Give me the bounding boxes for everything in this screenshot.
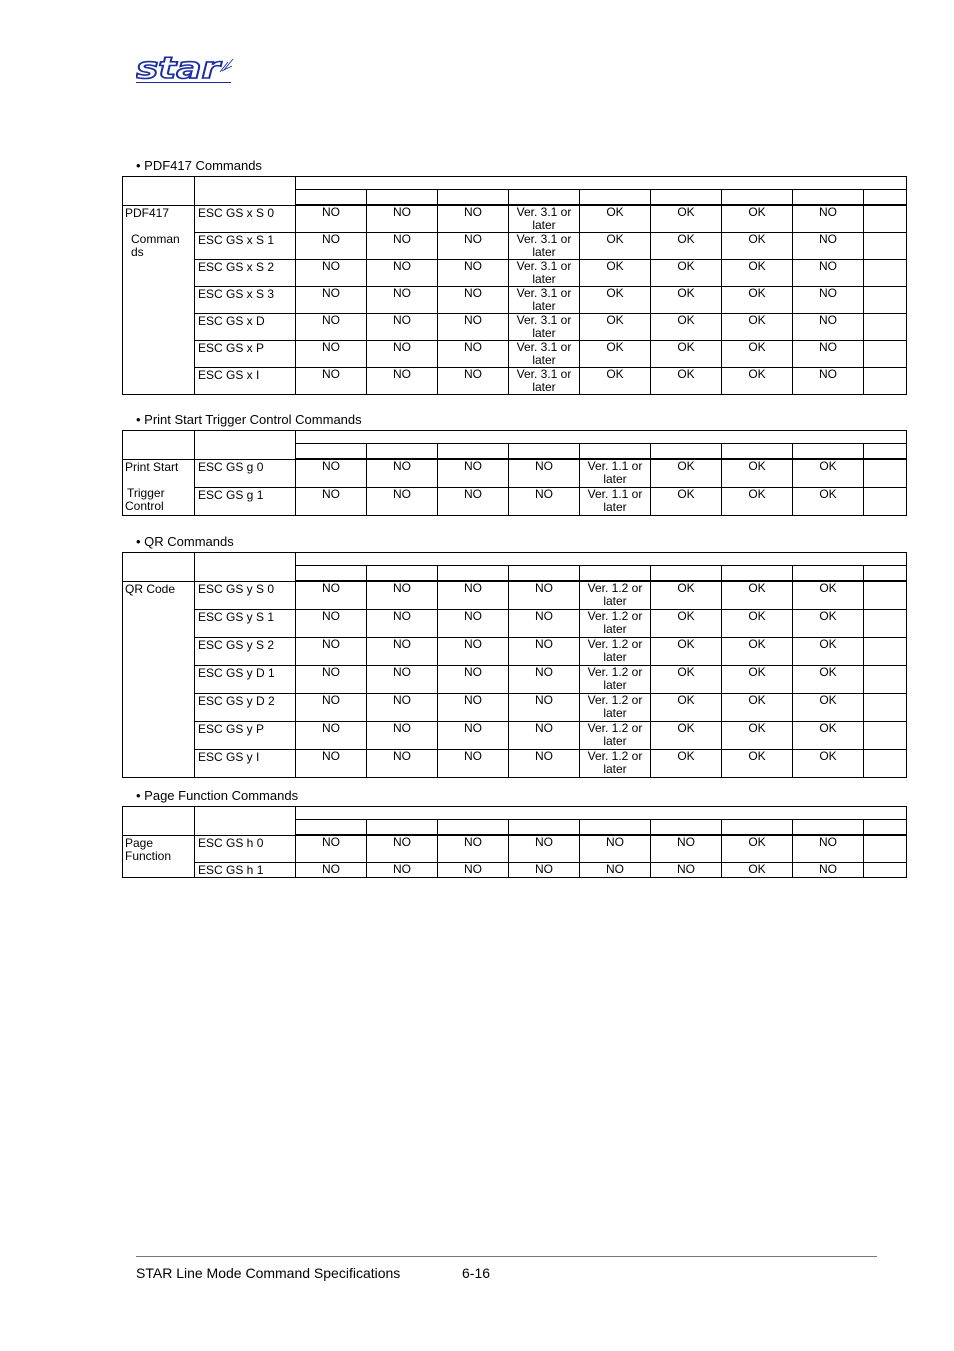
support-value-cell: NO <box>509 637 580 665</box>
support-value-cell: NO <box>438 260 509 287</box>
header-cell-category <box>123 553 195 582</box>
header-cell-model <box>580 190 651 206</box>
header-cell-model <box>367 566 438 582</box>
header-cell-model <box>509 190 580 206</box>
support-value-cell: OK <box>793 637 864 665</box>
support-value-cell <box>864 233 907 260</box>
support-value-cell: NO <box>793 835 864 862</box>
table-row <box>123 260 907 287</box>
support-value-cell: NO <box>367 487 438 515</box>
category-label-line: ds <box>131 244 144 259</box>
header-cell-model <box>651 190 722 206</box>
support-value-cell: Ver. 3.1 or later <box>509 287 580 314</box>
command-name-cell: ESC GS y S 2 <box>195 637 296 665</box>
category-cell <box>123 581 195 777</box>
support-value-cell: NO <box>651 835 722 862</box>
header-cell-model <box>793 566 864 582</box>
header-cell-command <box>195 553 296 582</box>
pdf417-commands-table <box>122 176 907 395</box>
header-cell-model <box>864 820 907 836</box>
header-cell-command <box>195 431 296 460</box>
support-value-cell: NO <box>509 835 580 862</box>
support-value-cell: NO <box>793 233 864 260</box>
support-value-cell: OK <box>651 368 722 395</box>
support-value-cell: NO <box>438 693 509 721</box>
header-cell-model <box>722 444 793 460</box>
support-value-cell: NO <box>509 862 580 877</box>
header-cell-model <box>722 190 793 206</box>
support-value-cell: OK <box>722 314 793 341</box>
support-value-cell: NO <box>793 341 864 368</box>
support-value-cell: OK <box>722 287 793 314</box>
support-value-cell <box>864 862 907 877</box>
support-value-cell: NO <box>438 287 509 314</box>
support-value-cell <box>864 637 907 665</box>
command-name-cell: ESC GS y P <box>195 721 296 749</box>
table-row <box>123 581 907 609</box>
header-cell-model <box>367 820 438 836</box>
support-value-cell: NO <box>296 260 367 287</box>
support-value-cell: NO <box>793 368 864 395</box>
support-value-cell: NO <box>651 862 722 877</box>
header-cell-models <box>296 177 907 190</box>
support-value-cell: NO <box>296 721 367 749</box>
support-value-cell: OK <box>722 693 793 721</box>
header-cell-command <box>195 177 296 206</box>
support-value-cell: Ver. 1.2 or later <box>580 637 651 665</box>
support-value-cell: NO <box>296 862 367 877</box>
header-cell-models <box>296 807 907 820</box>
support-value-cell: NO <box>367 287 438 314</box>
header-cell-model <box>296 566 367 582</box>
support-value-cell: Ver. 1.2 or later <box>580 749 651 777</box>
support-value-cell: Ver. 1.2 or later <box>580 581 651 609</box>
support-value-cell: NO <box>438 609 509 637</box>
table-row <box>123 637 907 665</box>
category-cell <box>123 835 195 877</box>
support-value-cell: NO <box>438 721 509 749</box>
support-value-cell: NO <box>509 609 580 637</box>
support-value-cell <box>864 260 907 287</box>
page-function-commands-table <box>122 806 907 878</box>
support-value-cell: OK <box>651 487 722 515</box>
header-cell-model <box>864 566 907 582</box>
category-label-line: Control <box>125 498 164 513</box>
support-value-cell: OK <box>722 487 793 515</box>
qr-commands-table <box>122 552 907 778</box>
command-name-cell: ESC GS x I <box>195 368 296 395</box>
header-cell-model <box>509 566 580 582</box>
header-cell-category <box>123 177 195 206</box>
support-value-cell: NO <box>296 637 367 665</box>
table-row <box>123 835 907 862</box>
support-value-cell: NO <box>367 637 438 665</box>
support-value-cell: OK <box>651 314 722 341</box>
category-cell <box>123 459 195 515</box>
support-value-cell: NO <box>509 693 580 721</box>
header-cell-models <box>296 553 907 566</box>
logo-swoosh-icon <box>220 59 233 72</box>
support-value-cell: OK <box>651 341 722 368</box>
command-name-cell: ESC GS x S 1 <box>195 233 296 260</box>
logo-wordmark: star <box>136 54 223 84</box>
footer-doc-title: STAR Line Mode Command Specifications <box>136 1265 401 1281</box>
support-value-cell: OK <box>722 637 793 665</box>
support-value-cell: NO <box>367 205 438 233</box>
table-row <box>123 749 907 777</box>
support-value-cell: OK <box>580 368 651 395</box>
support-value-cell: NO <box>296 609 367 637</box>
support-value-cell: OK <box>651 581 722 609</box>
header-cell-model <box>509 444 580 460</box>
support-value-cell: OK <box>793 459 864 487</box>
support-value-cell: OK <box>793 487 864 515</box>
header-row <box>123 431 907 444</box>
command-name-cell: ESC GS x S 2 <box>195 260 296 287</box>
support-value-cell: OK <box>651 260 722 287</box>
support-value-cell <box>864 287 907 314</box>
support-value-cell: NO <box>438 749 509 777</box>
header-cell-category <box>123 807 195 836</box>
support-value-cell: OK <box>651 233 722 260</box>
header-row <box>123 553 907 566</box>
support-value-cell: Ver. 3.1 or later <box>509 205 580 233</box>
support-value-cell: OK <box>651 749 722 777</box>
support-value-cell: NO <box>296 835 367 862</box>
support-value-cell: OK <box>793 721 864 749</box>
support-value-cell: OK <box>722 609 793 637</box>
support-value-cell: NO <box>793 287 864 314</box>
support-value-cell: OK <box>793 609 864 637</box>
category-cell <box>123 205 195 395</box>
command-name-cell: ESC GS g 1 <box>195 487 296 515</box>
command-name-cell: ESC GS g 0 <box>195 459 296 487</box>
support-value-cell: NO <box>296 205 367 233</box>
support-value-cell: NO <box>793 205 864 233</box>
support-value-cell: OK <box>651 721 722 749</box>
support-value-cell: NO <box>296 749 367 777</box>
support-value-cell: OK <box>580 287 651 314</box>
header-cell-model <box>793 820 864 836</box>
header-cell-model <box>296 444 367 460</box>
command-name-cell: ESC GS x D <box>195 314 296 341</box>
support-value-cell: NO <box>296 665 367 693</box>
section-title-pdf417: • PDF417 Commands <box>136 158 262 173</box>
support-value-cell: OK <box>651 693 722 721</box>
support-value-cell: NO <box>793 260 864 287</box>
header-cell-model <box>438 566 509 582</box>
support-value-cell: NO <box>296 341 367 368</box>
table-row <box>123 459 907 487</box>
support-value-cell <box>864 665 907 693</box>
support-value-cell: OK <box>651 459 722 487</box>
header-cell-model <box>793 190 864 206</box>
support-value-cell: NO <box>296 287 367 314</box>
support-value-cell: NO <box>367 721 438 749</box>
category-label-line: PDF417 <box>125 205 170 220</box>
support-value-cell: NO <box>367 459 438 487</box>
support-value-cell: NO <box>296 233 367 260</box>
support-value-cell: OK <box>722 341 793 368</box>
support-value-cell: NO <box>296 581 367 609</box>
support-value-cell: Ver. 3.1 or later <box>509 314 580 341</box>
support-value-cell: NO <box>296 487 367 515</box>
header-cell-model <box>651 566 722 582</box>
category-label-line: Function <box>125 848 172 863</box>
header-cell-model <box>296 820 367 836</box>
support-value-cell: Ver. 1.1 or later <box>580 487 651 515</box>
support-value-cell: NO <box>438 233 509 260</box>
header-cell-model <box>438 190 509 206</box>
footer-page-number: 6-16 <box>462 1265 491 1281</box>
category-label-line: Comman <box>131 231 180 246</box>
table-row <box>123 314 907 341</box>
support-value-cell <box>864 581 907 609</box>
support-value-cell: OK <box>722 665 793 693</box>
support-value-cell: OK <box>722 459 793 487</box>
print-start-trigger-table <box>122 430 907 516</box>
support-value-cell <box>864 835 907 862</box>
section-title-page-function: • Page Function Commands <box>136 788 299 803</box>
support-value-cell: OK <box>651 665 722 693</box>
support-value-cell: NO <box>367 835 438 862</box>
support-value-cell: OK <box>793 749 864 777</box>
support-value-cell: NO <box>367 749 438 777</box>
command-name-cell: ESC GS y D 2 <box>195 693 296 721</box>
support-value-cell: Ver. 3.1 or later <box>509 368 580 395</box>
support-value-cell: OK <box>651 609 722 637</box>
header-cell-model <box>367 444 438 460</box>
support-value-cell: OK <box>580 205 651 233</box>
header-cell-model <box>651 444 722 460</box>
support-value-cell: OK <box>793 665 864 693</box>
support-value-cell: NO <box>509 459 580 487</box>
support-value-cell: NO <box>509 581 580 609</box>
support-value-cell: NO <box>580 835 651 862</box>
support-value-cell <box>864 609 907 637</box>
command-name-cell: ESC GS h 0 <box>195 835 296 862</box>
support-value-cell: NO <box>509 749 580 777</box>
table-row <box>123 341 907 368</box>
header-row <box>123 177 907 190</box>
support-value-cell: OK <box>793 581 864 609</box>
header-row <box>123 807 907 820</box>
category-label-line: Trigger <box>127 485 165 500</box>
command-name-cell: ESC GS x S 3 <box>195 287 296 314</box>
table-row <box>123 721 907 749</box>
support-value-cell <box>864 341 907 368</box>
support-value-cell: OK <box>722 749 793 777</box>
section-title-print-start-trigger: • Print Start Trigger Control Commands <box>136 412 362 427</box>
support-value-cell: OK <box>722 581 793 609</box>
support-value-cell: OK <box>580 341 651 368</box>
header-cell-model <box>367 190 438 206</box>
support-value-cell: NO <box>438 459 509 487</box>
command-name-cell: ESC GS y D 1 <box>195 665 296 693</box>
support-value-cell: NO <box>580 862 651 877</box>
section-title-qr: • QR Commands <box>136 534 234 549</box>
support-value-cell: OK <box>580 314 651 341</box>
header-cell-model <box>793 444 864 460</box>
support-value-cell: OK <box>722 260 793 287</box>
support-value-cell: NO <box>438 487 509 515</box>
support-value-cell: NO <box>367 314 438 341</box>
footer-rule <box>136 1256 877 1257</box>
support-value-cell: OK <box>651 287 722 314</box>
header-cell-models <box>296 431 907 444</box>
support-value-cell <box>864 749 907 777</box>
support-value-cell: NO <box>367 693 438 721</box>
support-value-cell: NO <box>438 581 509 609</box>
support-value-cell <box>864 459 907 487</box>
command-name-cell: ESC GS y S 1 <box>195 609 296 637</box>
support-value-cell: NO <box>367 609 438 637</box>
category-label-line: Page <box>125 835 154 850</box>
support-value-cell: Ver. 1.1 or later <box>580 459 651 487</box>
support-value-cell: NO <box>367 665 438 693</box>
support-value-cell: OK <box>793 693 864 721</box>
support-value-cell: OK <box>580 233 651 260</box>
support-value-cell: NO <box>438 205 509 233</box>
table-row <box>123 287 907 314</box>
support-value-cell: Ver. 1.2 or later <box>580 721 651 749</box>
support-value-cell <box>864 205 907 233</box>
support-value-cell: NO <box>296 314 367 341</box>
support-value-cell: OK <box>722 721 793 749</box>
header-cell-model <box>722 820 793 836</box>
header-cell-model <box>864 444 907 460</box>
support-value-cell: NO <box>438 835 509 862</box>
support-value-cell: Ver. 3.1 or later <box>509 341 580 368</box>
support-value-cell: Ver. 3.1 or later <box>509 260 580 287</box>
support-value-cell: NO <box>438 341 509 368</box>
support-value-cell: NO <box>793 862 864 877</box>
table-row <box>123 368 907 395</box>
support-value-cell: NO <box>296 459 367 487</box>
header-cell-model <box>509 820 580 836</box>
support-value-cell: NO <box>296 693 367 721</box>
header-cell-model <box>296 190 367 206</box>
support-value-cell: OK <box>722 835 793 862</box>
command-name-cell: ESC GS y S 0 <box>195 581 296 609</box>
support-value-cell: NO <box>367 368 438 395</box>
header-cell-category <box>123 431 195 460</box>
category-label-line: QR Code <box>125 581 176 596</box>
support-value-cell: OK <box>722 205 793 233</box>
header-cell-model <box>722 566 793 582</box>
support-value-cell: NO <box>367 341 438 368</box>
table-row <box>123 862 907 877</box>
header-cell-model <box>580 566 651 582</box>
support-value-cell: NO <box>509 721 580 749</box>
header-cell-model <box>438 820 509 836</box>
table-row <box>123 487 907 515</box>
command-name-cell: ESC GS x P <box>195 341 296 368</box>
support-value-cell: Ver. 1.2 or later <box>580 693 651 721</box>
support-value-cell: NO <box>367 233 438 260</box>
support-value-cell: NO <box>296 368 367 395</box>
support-value-cell: NO <box>438 862 509 877</box>
header-cell-model <box>580 820 651 836</box>
support-value-cell <box>864 693 907 721</box>
table-row <box>123 233 907 260</box>
header-cell-model <box>438 444 509 460</box>
support-value-cell: NO <box>438 637 509 665</box>
support-value-cell: OK <box>580 260 651 287</box>
support-value-cell: Ver. 1.2 or later <box>580 609 651 637</box>
table-row <box>123 693 907 721</box>
support-value-cell: NO <box>438 368 509 395</box>
header-cell-model <box>580 444 651 460</box>
support-value-cell: NO <box>367 581 438 609</box>
support-value-cell: NO <box>438 314 509 341</box>
support-value-cell: NO <box>793 314 864 341</box>
support-value-cell: NO <box>509 487 580 515</box>
support-value-cell: NO <box>509 665 580 693</box>
support-value-cell: OK <box>722 368 793 395</box>
support-value-cell: OK <box>722 862 793 877</box>
header-cell-model <box>864 190 907 206</box>
command-name-cell: ESC GS h 1 <box>195 862 296 877</box>
support-value-cell: NO <box>438 665 509 693</box>
support-value-cell <box>864 721 907 749</box>
support-value-cell: Ver. 3.1 or later <box>509 233 580 260</box>
support-value-cell <box>864 314 907 341</box>
support-value-cell: Ver. 1.2 or later <box>580 665 651 693</box>
support-value-cell: NO <box>367 260 438 287</box>
category-label-line: Print Start <box>125 459 179 474</box>
table-row <box>123 665 907 693</box>
star-logo <box>136 54 236 84</box>
support-value-cell: NO <box>367 862 438 877</box>
support-value-cell: OK <box>651 637 722 665</box>
header-cell-command <box>195 807 296 836</box>
support-value-cell: OK <box>651 205 722 233</box>
command-name-cell: ESC GS x S 0 <box>195 205 296 233</box>
support-value-cell <box>864 487 907 515</box>
header-cell-model <box>651 820 722 836</box>
table-row <box>123 609 907 637</box>
support-value-cell <box>864 368 907 395</box>
table-row <box>123 205 907 233</box>
support-value-cell: OK <box>722 233 793 260</box>
command-name-cell: ESC GS y I <box>195 749 296 777</box>
